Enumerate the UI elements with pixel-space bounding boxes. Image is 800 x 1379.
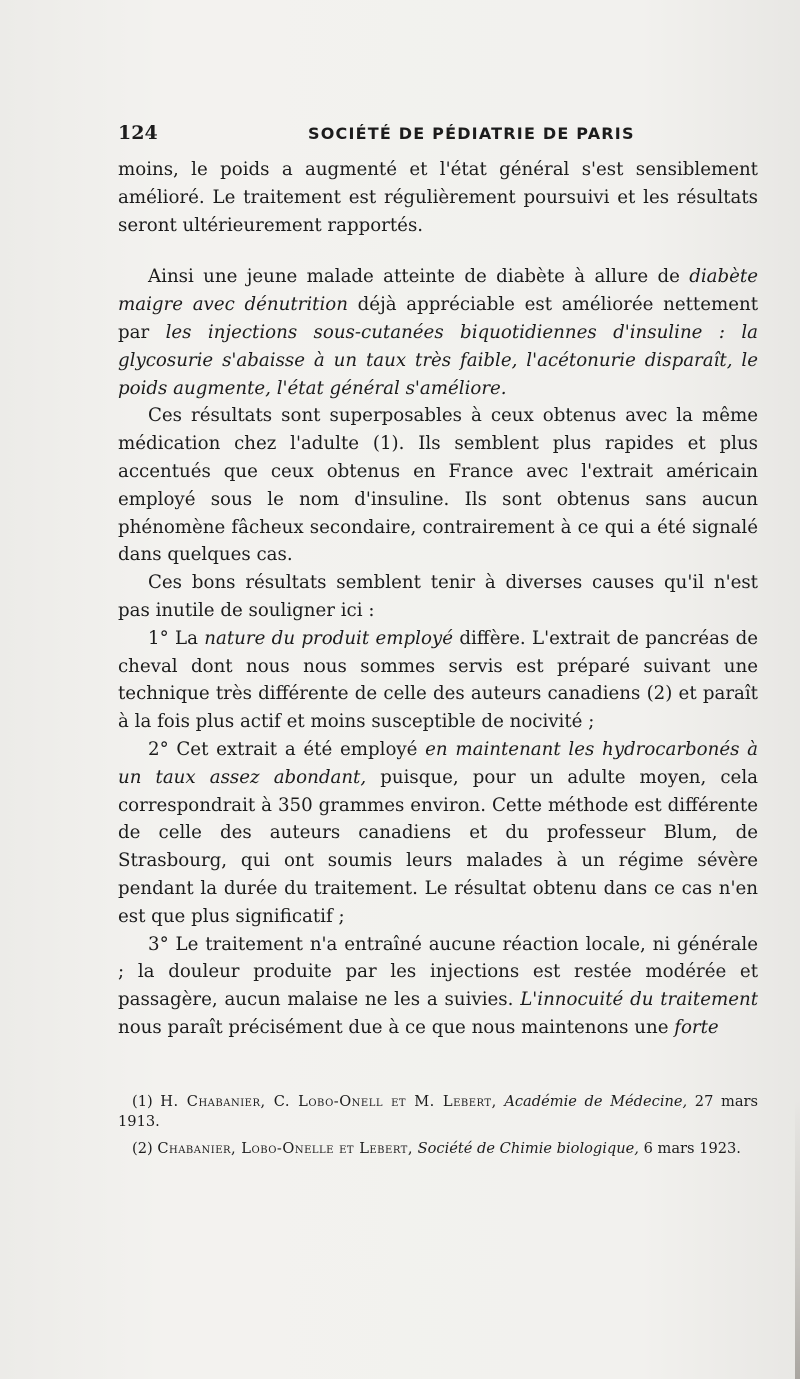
page-number: 124 <box>118 122 158 144</box>
paragraph-3: Ces résultats sont superposables à ceux obtenus avec la même médication chez l'adulte (1). Ils semblent plus rapides et plus accentués que ceux obtenus en France avec l'extrait américain employé sous le nom d'insuline. Ils sont obtenus sans aucun phénomène fâcheux secondaire, contrairement à ce qui a été signalé dans quelques cas. <box>118 405 758 566</box>
footnote-1: (1) H. Chabanier, C. Lobo-Onell et M. Lebert, Académie de Médecine, 27 mars 1913. <box>118 1093 758 1130</box>
paragraph-5: 1° La nature du produit employé diffère. L'extrait de pancréas de cheval dont nous nous sommes servis est préparé suivant une technique très différente de celle des auteurs canadiens (2) et paraît à la fois plus actif et moins susceptible de nocivité ; <box>118 627 758 733</box>
paragraph-4: Ces bons résultats semblent tenir à diverses causes qu'il n'est pas inutile de souligner ici : <box>118 572 758 621</box>
paragraph-1: moins, le poids a augmenté et l'état général s'est sensiblement amélioré. Le traitement est régulièrement poursuivi et les résultats seront ultérieurement rapportés. <box>118 159 758 236</box>
paragraph-2: Ainsi une jeune malade atteinte de diabète à allure de diabète maigre avec dénutrition déjà appréciable est améliorée nettement par les injections sous-cutanées biquotidiennes d'insuline : la glycosurie s'abaisse à un taux très faible, l'acétonurie disparaît, le poids augmente, l'état général s'améliore. <box>118 266 759 399</box>
running-head: SOCIÉTÉ DE PÉDIATRIE DE PARIS <box>308 124 635 143</box>
footnote-2: (2) Chabanier, Lobo-Onelle et Lebert, Société de Chimie biologique, 6 mars 1923. <box>132 1140 741 1157</box>
paragraph-7: 3° Le traitement n'a entraîné aucune réaction locale, ni générale ; la douleur produite par les injections est restée modérée et passagère, aucun malaise ne les a suivies. L'innocuité du traitement nous paraît précisément due à ce que nous maintenons une forte <box>118 933 759 1038</box>
page-header <box>118 120 760 146</box>
footnotes <box>118 1092 758 1159</box>
page-edge-shadow <box>795 1100 800 1379</box>
paragraph-6: 2° Cet extrait a été employé en maintenant les hydrocarbonés à un taux assez abondant, puisque, pour un adulte moyen, cela correspondrait à 350 grammes environ. Cette méthode est différente de celle des auteurs canadiens et du professeur Blum, de Strasbourg, qui ont soumis leurs malades à un régime sévère pendant la durée du traitement. Le résultat obtenu dans ce cas n'en est que plus significatif ; <box>118 738 759 927</box>
body-text <box>118 156 758 1042</box>
